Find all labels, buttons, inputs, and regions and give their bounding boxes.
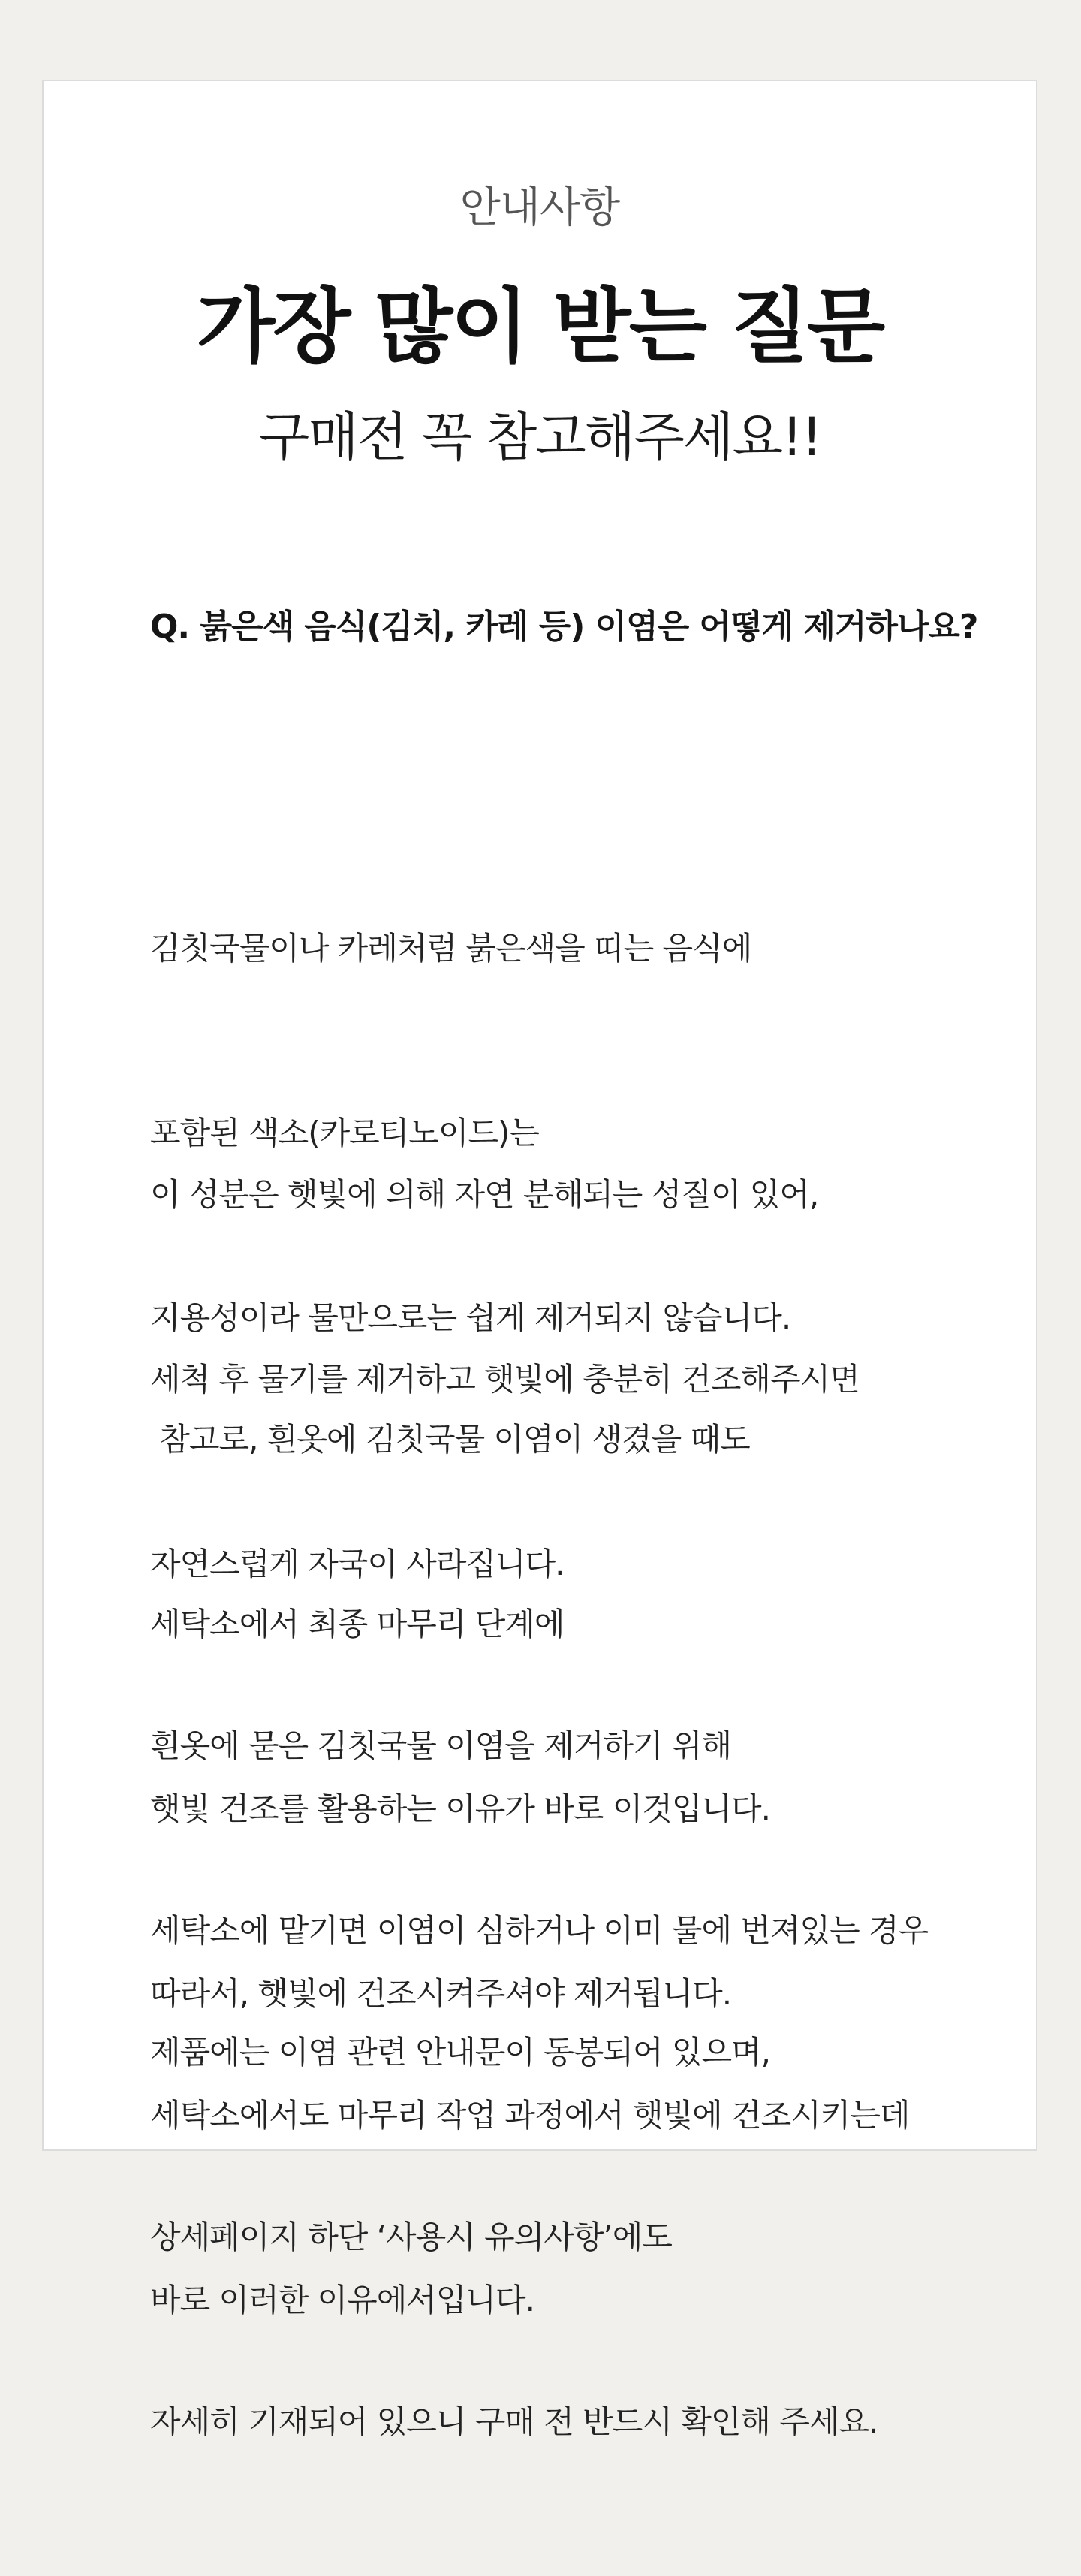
answer-line: 흰옷에 묻은 김칫국물 이염을 제거하기 위해 — [150, 1727, 732, 1764]
answer-line: 바로 이러한 이유에서입니다. — [150, 2282, 534, 2318]
answer-line: 자연스럽게 자국이 사라집니다. — [150, 1546, 565, 1582]
answer-line: 참고로, 흰옷에 김칫국물 이염이 생겼을 때도 — [150, 1421, 750, 1458]
answer-line: 햇빛 건조를 활용하는 이유가 바로 이것입니다. — [150, 1790, 770, 1827]
answer-line: 세탁소에서 최종 마무리 단계에 — [150, 1606, 565, 1642]
faq-card — [42, 80, 1037, 2440]
faq-question: Q. 붉은색 음식(김치, 카레 등) 이염은 어떻게 제거하나요? — [150, 608, 978, 646]
answer-line: 상세페이지 하단 ‘사용시 유의사항’에도 — [150, 2219, 672, 2255]
answer-line: 세탁소에 맡기면 이염이 심하거나 이미 물에 번져있는 경우 — [150, 1912, 929, 1949]
answer-line: 이 성분은 햇빛에 의해 자연 분해되는 성질이 있어, — [150, 1176, 819, 1213]
answer-line: 김칫국물이나 카레처럼 붉은색을 띠는 음식에 — [150, 930, 752, 967]
answer-line: 지용성이라 물만으로는 쉽게 제거되지 않습니다. — [150, 1299, 791, 1336]
answer-line: 자세히 기재되어 있으니 구매 전 반드시 확인해 주세요. — [150, 2403, 878, 2440]
answer-line: 따라서, 햇빛에 건조시켜주셔야 제거됩니다. — [150, 1975, 732, 2012]
answer-line: 제품에는 이염 관련 안내문이 동봉되어 있으며, — [150, 2034, 770, 2071]
answer-paragraph-5 — [150, 1899, 998, 2576]
answer-line: 세탁소에서도 마무리 작업 과정에서 햇빛에 건조시키는데 — [150, 2097, 910, 2134]
page-title: 가장 많이 받는 질문 — [196, 280, 884, 374]
eyebrow-label: 안내사항 — [459, 183, 620, 232]
answer-line: 포함된 색소(카로티노이드)는 — [150, 1115, 539, 1151]
answer-line: 세척 후 물기를 제거하고 햇빛에 충분히 건조해주시면 — [150, 1361, 860, 1398]
page-subtitle: 구매전 꼭 참고해주세요!! — [258, 406, 821, 468]
